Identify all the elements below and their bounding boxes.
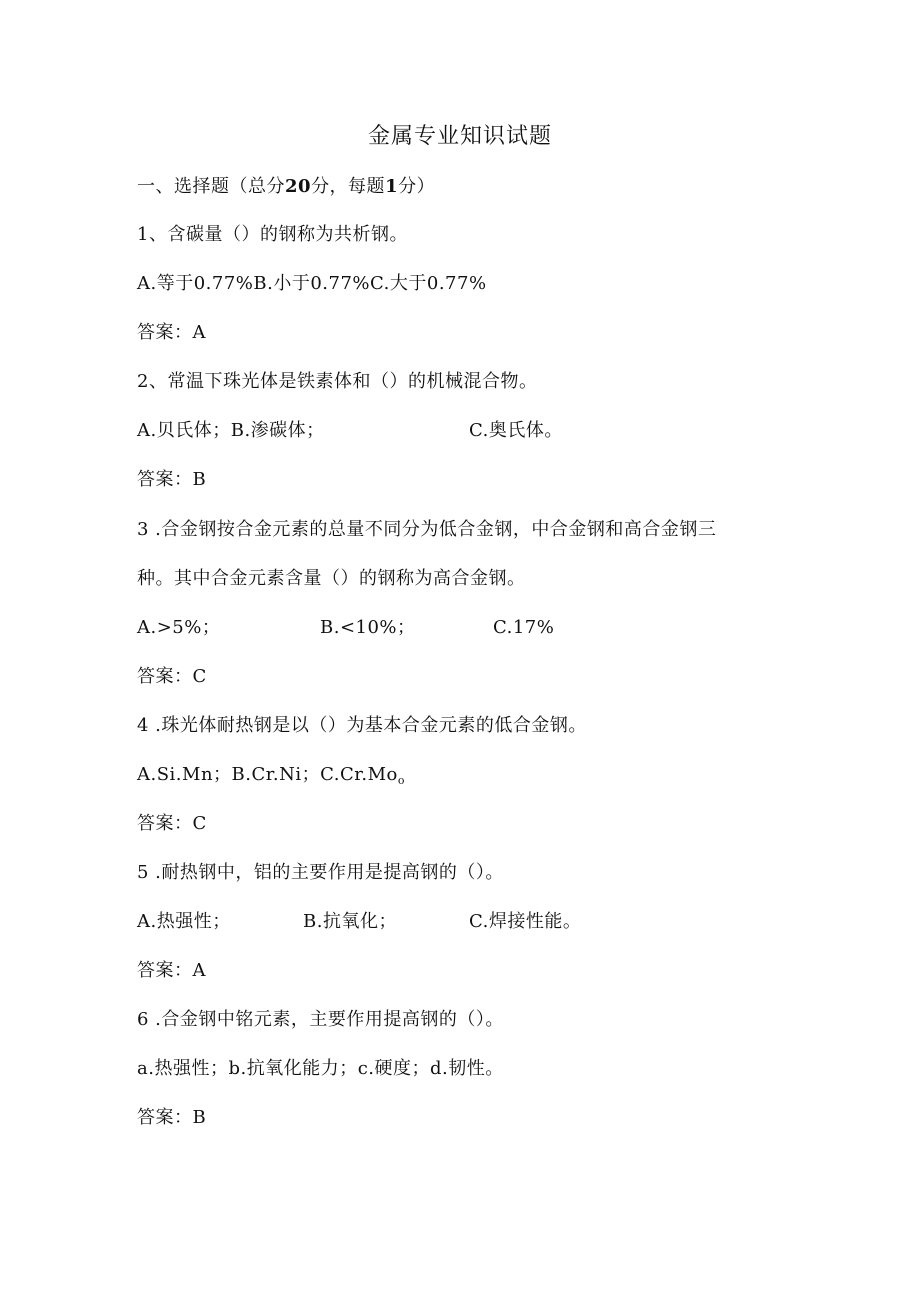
question-2-option-ab: A.贝氏体；B.渗碳体；	[137, 420, 325, 441]
question-3-answer: 答案：C	[137, 666, 207, 687]
document-title: 金属专业知识试题	[367, 124, 552, 149]
question-6-answer: 答案：B	[137, 1107, 207, 1128]
question-5-option-b: B.抗氧化；	[303, 911, 397, 932]
section-heading-mid: 分，每题	[311, 176, 386, 197]
question-3-text-line2: 种。其中合金元素含量（）的钢称为高合金钢。	[137, 568, 526, 589]
question-5-option-a: A.热强性；	[137, 911, 231, 932]
question-6-text: 6 .合金钢中铭元素，主要作用提高钢的（）。	[137, 1009, 504, 1030]
question-1-text: 1、含碳量（）的钢称为共析钢。	[137, 224, 408, 245]
section-heading-suffix: 分）	[398, 176, 436, 197]
question-2-option-c: C.奥氏体。	[469, 420, 563, 441]
question-3-option-b: B.<10%；	[320, 617, 416, 638]
question-5-option-c: C.焊接性能。	[469, 911, 582, 932]
question-5-answer: 答案：A	[137, 960, 206, 981]
question-6-options: a.热强性；b.抗氧化能力；c.硬度；d.韧性。	[137, 1058, 504, 1079]
question-3-text-line1: 3 .合金钢按合金元素的总量不同分为低合金钢，中合金钢和高合金钢三	[137, 519, 717, 540]
question-4-options-subscript: o	[397, 774, 405, 787]
question-4-options	[137, 762, 405, 794]
question-2-text: 2、常温下珠光体是铁素体和（）的机械混合物。	[137, 371, 538, 392]
section-heading-prefix: 一、选择题（总分	[137, 176, 285, 197]
section-total-score: 20	[285, 176, 312, 197]
question-4-text: 4 .珠光体耐热钢是以（）为基本合金元素的低合金钢。	[137, 715, 587, 736]
question-2-answer: 答案：B	[137, 469, 207, 490]
question-4-options-text: A.Si.Mn；B.Cr.Ni；C.Cr.Mo	[137, 764, 398, 785]
question-3-option-a: A.>5%；	[137, 617, 221, 638]
question-1-options: A.等于0.77%B.小于0.77%C.大于0.77%	[137, 273, 487, 294]
question-3-option-c: C.17%	[493, 617, 555, 638]
question-2-options	[137, 418, 737, 444]
question-3-options	[137, 615, 737, 641]
question-1-answer: 答案：A	[137, 322, 206, 343]
section-heading	[137, 174, 435, 200]
section-per-question-score: 1	[385, 176, 399, 197]
question-5-options	[137, 909, 737, 935]
question-5-text: 5 .耐热钢中，铝的主要作用是提高钢的（）。	[137, 862, 504, 883]
question-4-answer: 答案：C	[137, 813, 207, 834]
